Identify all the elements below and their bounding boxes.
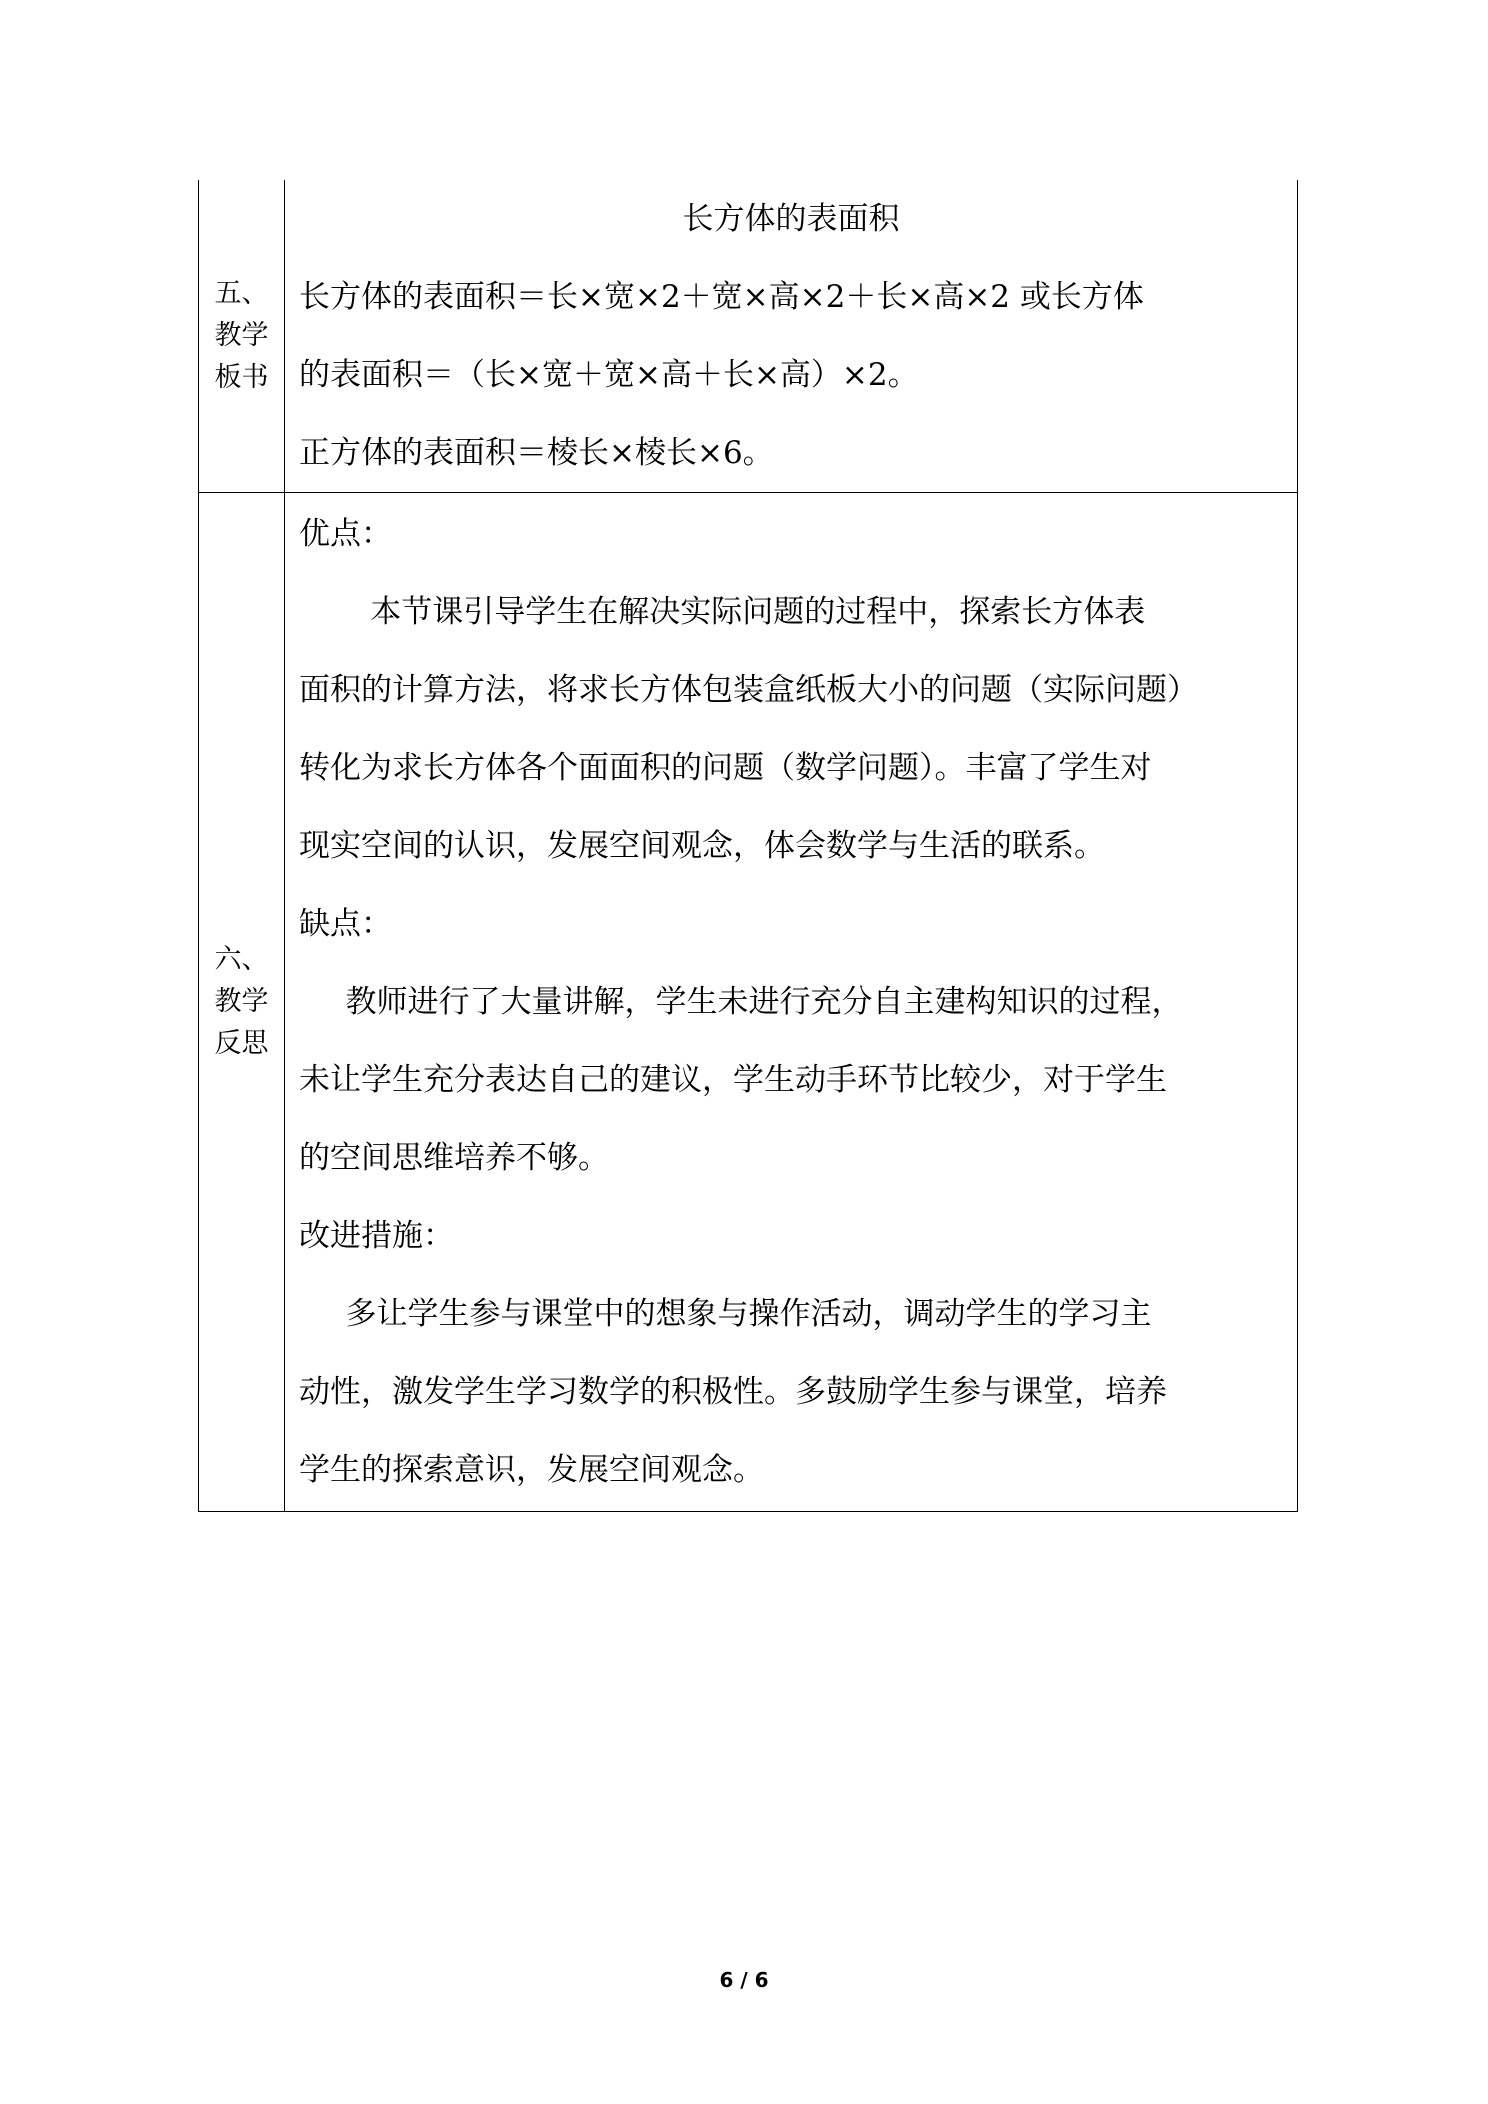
board-row: [199, 180, 1298, 493]
reflection-content-cell: [285, 493, 1298, 1512]
strengths-line: 本节课引导学生在解决实际问题的过程中，探索长方体表: [370, 594, 1146, 630]
board-formula-line: 的表面积＝（长×宽＋宽×高＋长×高）×2。: [299, 357, 919, 393]
lesson-plan-table: [198, 180, 1298, 1512]
page-number: 6 / 6: [719, 1968, 769, 1992]
weaknesses-line: 的空间思维培养不够。: [299, 1140, 609, 1176]
board-label-line: 板书: [214, 362, 269, 393]
improvement-line: 动性，激发学生学习数学的积极性。多鼓励学生参与课堂，培养: [299, 1374, 1167, 1410]
reflection-label-cell: [199, 493, 285, 1512]
reflection-row: [199, 493, 1298, 1512]
strengths-line: 现实空间的认识，发展空间观念，体会数学与生活的联系。: [299, 828, 1105, 864]
weaknesses-line: 教师进行了大量讲解，学生未进行充分自主建构知识的过程，: [345, 984, 1183, 1020]
reflection-label-line: 教学: [214, 986, 269, 1017]
strengths-line: 转化为求长方体各个面面积的问题（数学问题）。丰富了学生对: [299, 750, 1152, 786]
board-label-line: 五、: [214, 278, 269, 309]
reflection-label-line: 六、: [214, 944, 269, 975]
improvement-line: 学生的探索意识，发展空间观念。: [299, 1452, 764, 1488]
board-formula-line: 正方体的表面积＝棱长×棱长×6。: [299, 435, 774, 471]
strengths-line: 面积的计算方法，将求长方体包装盒纸板大小的问题（实际问题）: [299, 672, 1198, 708]
weaknesses-heading: 缺点：: [299, 906, 392, 942]
board-label-line: 教学: [214, 320, 269, 351]
weaknesses-line: 未让学生充分表达自己的建议，学生动手环节比较少，对于学生: [299, 1062, 1167, 1098]
reflection-label-line: 反思: [214, 1028, 269, 1059]
board-title: 长方体的表面积: [682, 201, 900, 237]
improvement-heading: 改进措施：: [299, 1218, 454, 1254]
board-content-cell: [285, 180, 1298, 493]
strengths-heading: 优点：: [299, 516, 392, 552]
board-formula-line: 长方体的表面积＝长×宽×2＋宽×高×2＋长×高×2 或长方体: [299, 279, 1144, 315]
board-label-cell: [199, 180, 285, 493]
improvement-line: 多让学生参与课堂中的想象与操作活动，调动学生的学习主: [345, 1296, 1152, 1332]
